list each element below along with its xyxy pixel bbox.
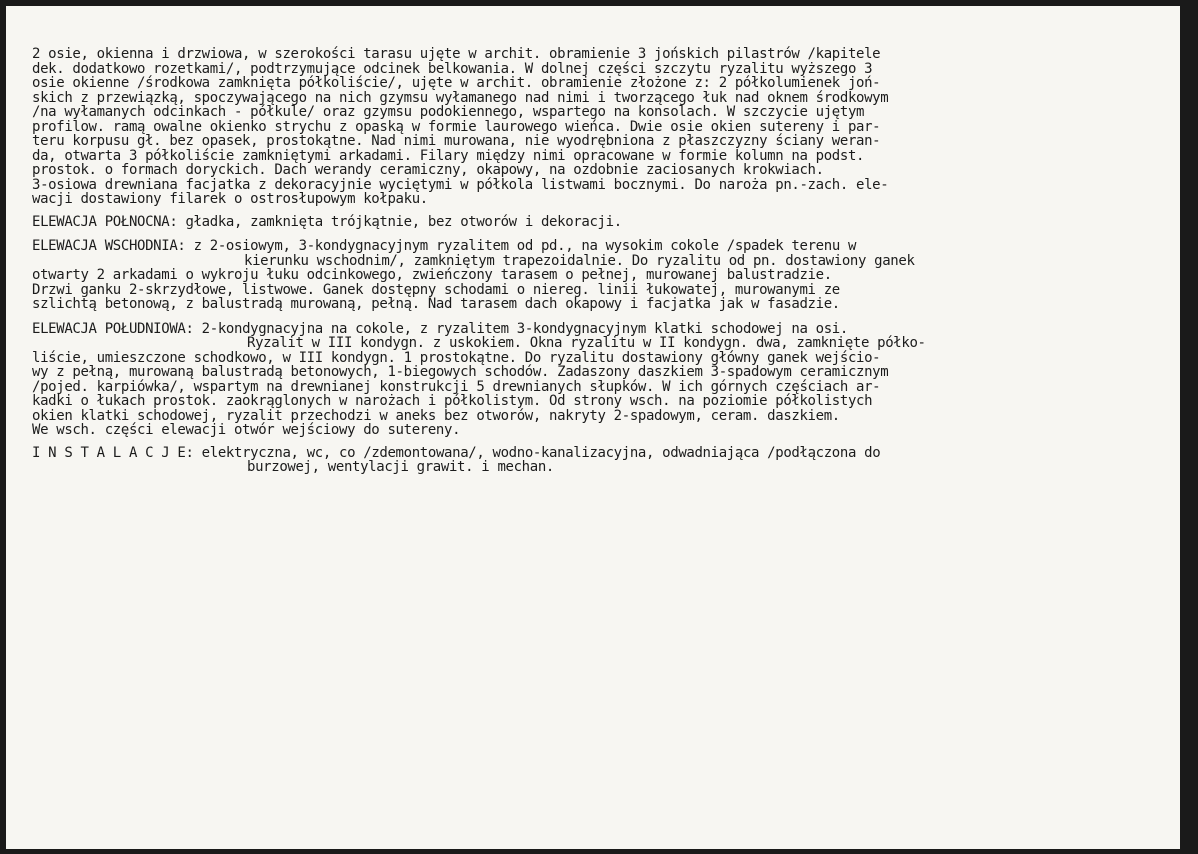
south-elevation-text: 2-kondygnacyjna na cokole, z ryzalitem 3-kondygnacyjnym klatki schodowej na osi. (201, 320, 848, 337)
east-elevation-text: z 2-osiowym, 3-kondygnacyjnym ryzalitem od pd., na wysokim cokole /spadek terenu w (193, 238, 857, 254)
intro-line: 2 osie, okienna i drzwiowa, w szerokości tarasu ujęte w archit. obramienie 3 jońskich pilastrów /kapitele (32, 46, 881, 62)
installations-text: elektryczna, wc, co /zdemontowana/, wodno-kanalizacyjna, odwadniająca /podłączona do (201, 444, 881, 461)
intro-line: osie okienne /środkowa zamknięta półkoliście/, ujęte w archit. obramienie złożone z: 2 półkolumienek joń- (32, 75, 881, 91)
south-elevation-indented: Ryzalit w III kondygn. z uskokiem. Okna ryzalitu w II kondygn. dwa, zamknięte półko- (247, 335, 926, 351)
installations-label: I N S T A L A C J E: (32, 444, 194, 461)
east-elevation-line: Drzwi ganku 2-skrzydłowe, listwowe. Ganek dostępny schodami o niereg. linii łukowatej, murowanymi ze (32, 281, 840, 298)
north-elevation-text: gładka, zamknięta trójkątnie, bez otworów i dekoracji. (185, 213, 622, 230)
intro-line: dek. dodatkowo rozetkami/, podtrzymujące odcinek belkowania. W dolnej części szczytu ryzalitu wyższego 3 (32, 60, 873, 77)
east-elevation-line: szlichtą betonową, z balustradą murowaną, pełną. Nad tarasem dach okapowy i facjatka jak w fasadzie. (32, 296, 840, 312)
east-elevation-line: otwarty 2 arkadami o wykroju łuku odcinkowego, zwieńczony tarasem o pełnej, murowanej balustradzie. (32, 267, 832, 283)
intro-line: profilow. ramą owalne okienko strychu z opaską w formie laurowego wieńca. Dwie osie okien sutereny i par- (32, 118, 881, 135)
typed-text (32, 47, 1172, 475)
south-elevation-line: liście, umieszczone schodkowo, w III kondygn. 1 prostokątne. Do ryzalitu dostawiony główny ganek wejścio- (32, 349, 881, 366)
intro-line: prostok. o formach doryckich. Dach werandy ceramiczny, okapowy, na ozdobnie zaciosanych krokwiach. (32, 162, 824, 178)
intro-line: 3-osiowa drewniana facjatka z dekoracyjnie wyciętymi w półkola listwami bocznymi. Do naroża pn.-zach. ele- (32, 176, 889, 193)
north-elevation-label: ELEWACJA POŁNOCNA: (32, 213, 178, 230)
installations (32, 446, 1172, 461)
intro-line: teru korpusu gł. bez opasek, prostokątne. Nad nimi murowana, nie wyodrębniona z płaszczyzny ściany weran- (32, 133, 881, 149)
east-elevation-label: ELEWACJA WSCHODNIA: (32, 238, 186, 254)
east-elevation-indented: kierunku wschodnim/, zamkniętym trapezoidalnie. Do ryzalitu od pn. dostawiony ganek (244, 252, 915, 269)
south-elevation-line: wy z pełną, murowaną balustradą betonowych, 1-biegowych schodów. Zadaszony daszkiem 3-spadowym ceramicznym (32, 364, 889, 380)
south-elevation-line: okien klatki schodowej, ryzalit przechodzi w aneks bez otworów, nakryty 2-spadowym, ceram. daszkiem. (32, 407, 840, 424)
intro-line: wacji dostawiony filarek o ostrosłupowym kołpaku. (32, 191, 428, 207)
south-elevation-line: We wsch. części elewacji otwór wejściowy do sutereny. (32, 422, 461, 438)
south-elevation-label: ELEWACJA POŁUDNIOWA: (32, 320, 194, 337)
south-elevation-line: /pojed. karpiówka/, wspartym na drewnianej konstrukcji 5 drewnianych słupków. W ich górnych częściach ar- (32, 378, 881, 395)
intro-line: skich z przewiązką, spoczywającego na nich gzymsu wyłamanego nad nimi i tworzącego łuk nad oknem środkowym (32, 89, 889, 106)
east-elevation (32, 239, 1172, 254)
north-elevation (32, 215, 1172, 230)
south-elevation-line: kadki o łukach prostok. zaokrąglonych w narożach i półkolistym. Od strony wsch. na poziomie półkolistych (32, 393, 873, 409)
installations-indented: burzowej, wentylacji grawit. i mechan. (247, 459, 554, 475)
intro-line: /na wyłamanych odcinkach - półkule/ oraz gzymsu podokiennego, wspartego na konsolach. W szczycie ujętym (32, 104, 865, 120)
south-elevation (32, 322, 1172, 337)
intro-line: da, otwarta 3 półkoliście zamkniętymi arkadami. Filary między nimi opracowane w formie kolumn na podst. (32, 147, 865, 164)
